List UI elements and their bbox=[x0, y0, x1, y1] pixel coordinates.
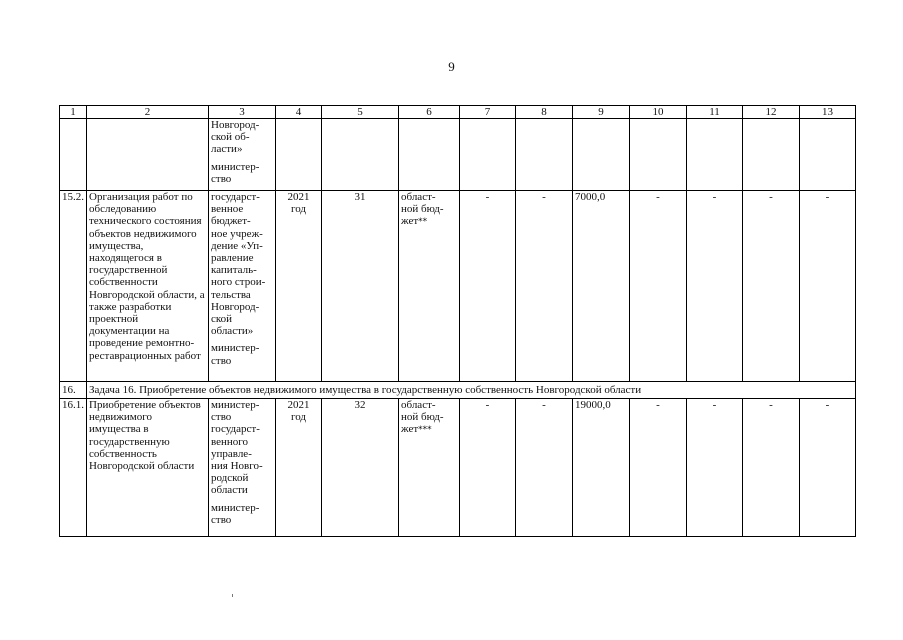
column-number: 7 bbox=[460, 106, 516, 119]
funding-source-cell bbox=[399, 191, 460, 382]
table-row bbox=[60, 191, 856, 382]
row-number: 16.1. bbox=[60, 399, 87, 537]
amount-cell: 19000,0 bbox=[573, 399, 630, 537]
funding-source-cell bbox=[399, 399, 460, 537]
value-cell: - bbox=[460, 191, 516, 382]
column-number: 11 bbox=[687, 106, 743, 119]
column-number-row bbox=[60, 106, 856, 119]
column-number: 12 bbox=[743, 106, 800, 119]
value-cell: - bbox=[516, 399, 573, 537]
program-table bbox=[59, 105, 856, 537]
executor-cell bbox=[209, 191, 276, 382]
value-cell: - bbox=[630, 399, 687, 537]
indicator-cell: 31 bbox=[322, 191, 399, 382]
executor-text: Новгород- ской об- ласти» bbox=[211, 119, 260, 156]
activity-name: Приобретение объектов недвижимого имущества в государственную собственность Новгородской области bbox=[87, 399, 209, 537]
indicator-cell: 32 bbox=[322, 399, 399, 537]
executor-sub: министер- ство bbox=[211, 160, 260, 185]
amount-cell: 7000,0 bbox=[573, 191, 630, 382]
executor-cell bbox=[209, 119, 276, 191]
year-cell: 2021 год bbox=[276, 191, 322, 382]
value-cell: - bbox=[800, 191, 856, 382]
value-cell: - bbox=[743, 399, 800, 537]
executor-sub: министер- ство bbox=[211, 342, 260, 367]
value-cell: - bbox=[687, 399, 743, 537]
value-cell: - bbox=[460, 399, 516, 537]
footnote-stars: *** bbox=[418, 425, 432, 436]
value-cell: - bbox=[516, 191, 573, 382]
year-cell: 2021 год bbox=[276, 399, 322, 537]
column-number: 10 bbox=[630, 106, 687, 119]
column-number: 13 bbox=[800, 106, 856, 119]
column-number: 4 bbox=[276, 106, 322, 119]
column-number: 3 bbox=[209, 106, 276, 119]
scan-speck bbox=[232, 594, 233, 597]
column-number: 1 bbox=[60, 106, 87, 119]
value-cell: - bbox=[687, 191, 743, 382]
task-title: Задача 16. Приобретение объектов недвижимого имущества в государственную собственность Новгородской области bbox=[87, 382, 856, 399]
column-number: 8 bbox=[516, 106, 573, 119]
continuation-row bbox=[60, 119, 856, 191]
executor-text: государст- венное бюджет- ное учреж- дение «Уп- равление капиталь- ного строи- тельства Новгород- ской области» bbox=[211, 191, 266, 338]
value-cell: - bbox=[743, 191, 800, 382]
funding-source-text: област- ной бюд- жет bbox=[401, 399, 444, 436]
page-number: 9 bbox=[448, 59, 455, 74]
funding-source-text: област- ной бюд- жет bbox=[401, 191, 444, 228]
column-number: 9 bbox=[573, 106, 630, 119]
column-number: 2 bbox=[87, 106, 209, 119]
task-number: 16. bbox=[60, 382, 87, 399]
footnote-stars: ** bbox=[418, 217, 428, 228]
executor-cell bbox=[209, 399, 276, 537]
value-cell: - bbox=[800, 399, 856, 537]
row-number: 15.2. bbox=[60, 191, 87, 382]
column-number: 5 bbox=[322, 106, 399, 119]
executor-text: министер- ство государст- венного управле- ния Новго- родской области bbox=[211, 399, 263, 497]
table-row bbox=[60, 399, 856, 537]
task-row bbox=[60, 382, 856, 399]
value-cell: - bbox=[630, 191, 687, 382]
activity-name: Организация работ по обследованию технического состояния объектов недвижимого имущества, находящегося в государственной собственности Новгородской области, а также разработки проектной документации на проведение ремонтно-реставрационных работ bbox=[87, 191, 209, 382]
column-number: 6 bbox=[399, 106, 460, 119]
executor-sub: министер- ство bbox=[211, 501, 260, 526]
